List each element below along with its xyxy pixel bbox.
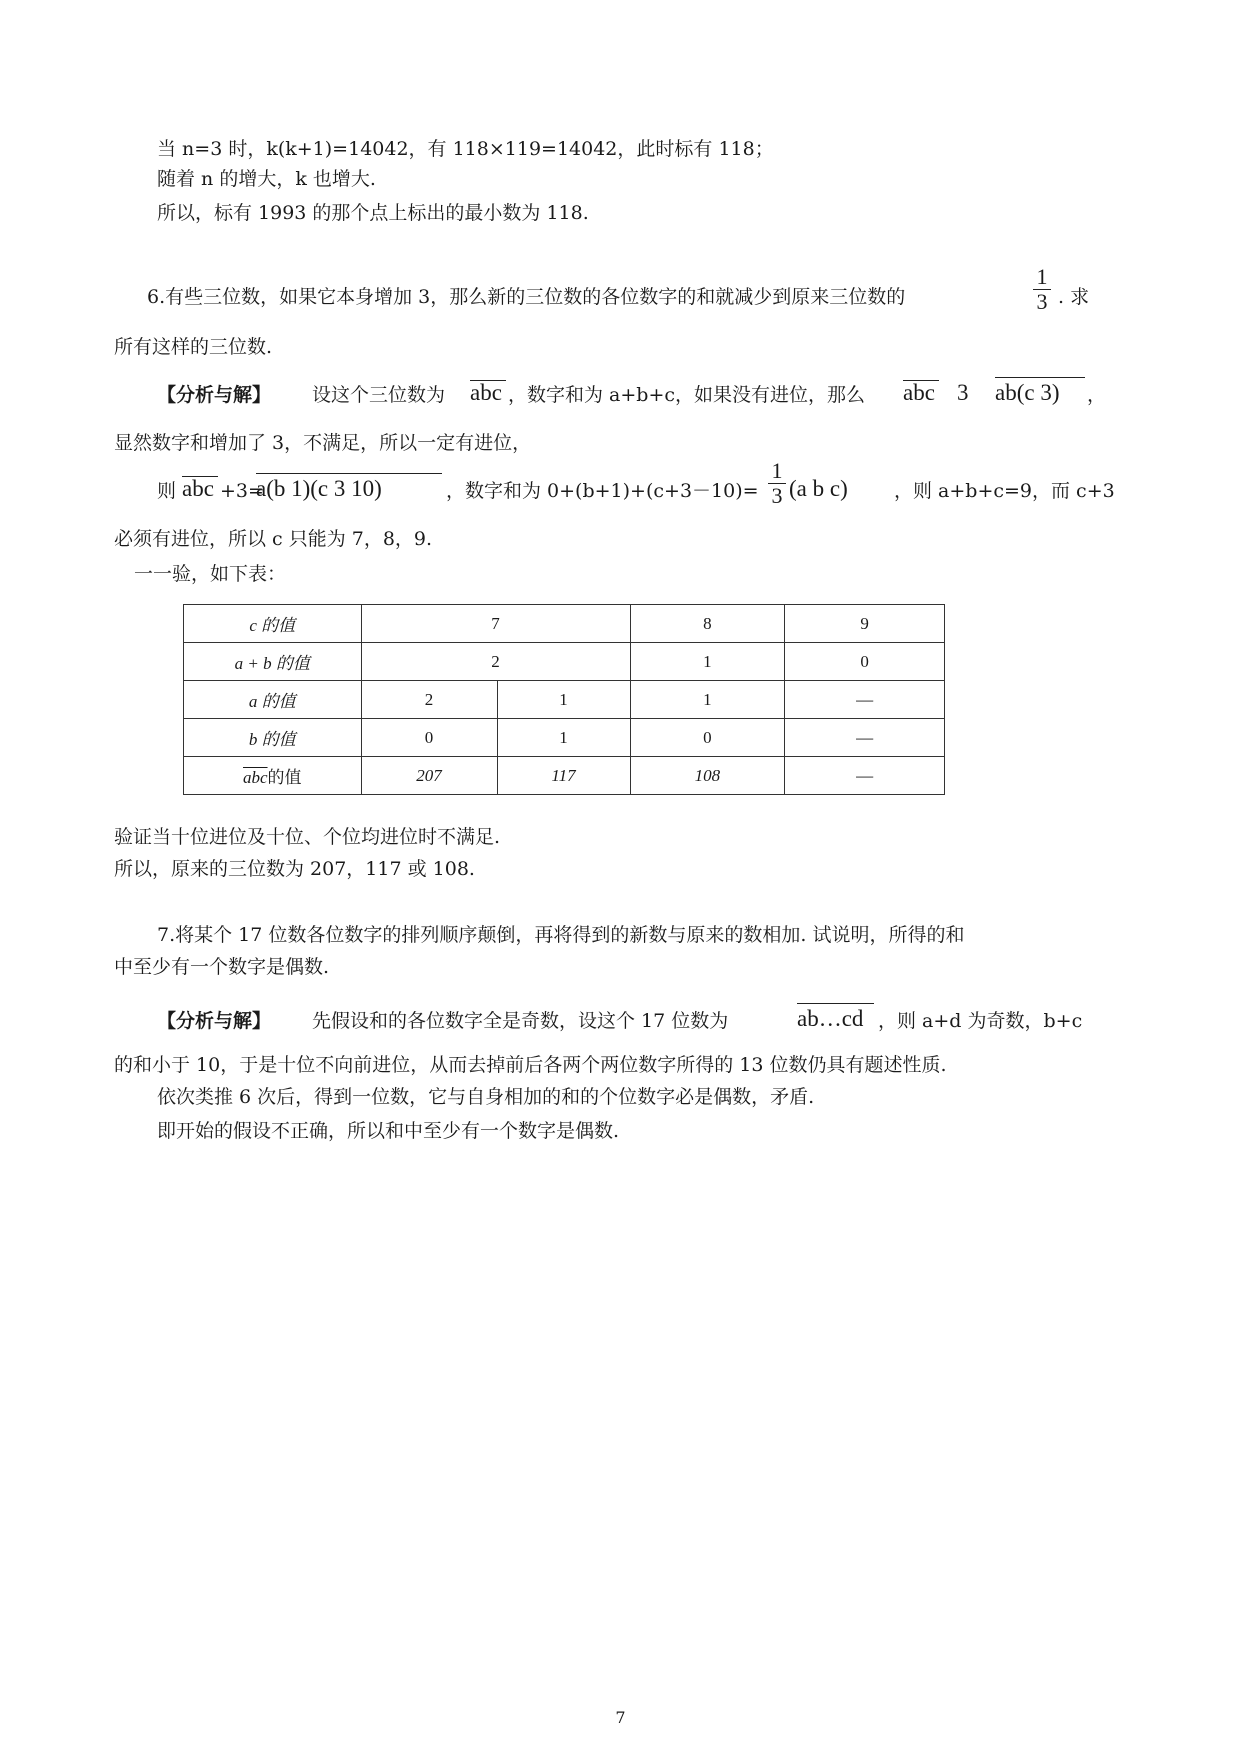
overline-bar [995, 377, 1085, 378]
table-cell: 117 [497, 757, 630, 795]
table-cell: 1 [630, 681, 785, 719]
text-line: 随着 n 的增大，k 也增大. [157, 168, 376, 190]
analysis-text: 一一验，如下表： [134, 563, 287, 585]
analysis-label: 【分析与解】 [157, 1010, 272, 1032]
table-row-label: b 的值 [184, 719, 362, 757]
table-row [184, 681, 945, 719]
table-cell: 2 [361, 681, 497, 719]
table-cell: 207 [361, 757, 497, 795]
overline-bar [797, 1003, 874, 1004]
table-row [184, 719, 945, 757]
table-row [184, 757, 945, 795]
table-row-label [184, 757, 362, 795]
overline-abc: $\overline{abc}$ [243, 768, 268, 787]
problem-number: 6. [147, 286, 166, 308]
analysis-text: 的和小于 10，于是十位不向前进位，从而去掉前后各两个两位数字所得的 13 位数仍具有题述性质. [114, 1054, 947, 1076]
table-row [184, 605, 945, 643]
table-cell: 108 [630, 757, 785, 795]
math-expression: 3 [957, 380, 969, 405]
analysis-text: ，则 a+d 为奇数，b+c [878, 1010, 1083, 1032]
table-row-label: c 的值 [184, 605, 362, 643]
table-cell: — [785, 681, 945, 719]
fraction-numerator: 1 [768, 460, 786, 484]
analysis-text: 依次类推 6 次后，得到一位数，它与自身相加的和的个位数字必是偶数，矛盾. [157, 1086, 815, 1108]
math-expression: ab(c 3) [995, 380, 1060, 405]
overline-abc: abc [470, 380, 502, 405]
fraction-one-third [768, 460, 786, 507]
fraction-denominator: 3 [1036, 289, 1048, 314]
fraction-one-third [1033, 266, 1051, 313]
statement-text: . 求 [1058, 286, 1090, 308]
table-cell: 0 [630, 719, 785, 757]
table-row [184, 643, 945, 681]
analysis-text: 必须有进位，所以 c 只能为 7，8，9. [114, 528, 433, 550]
statement-text: 有些三位数，如果它本身增加 3，那么新的三位数的各位数字的和就减少到原来三位数的 [165, 286, 906, 308]
overline-bar [256, 473, 442, 474]
table-row-label: a + b 的值 [184, 643, 362, 681]
analysis-text: +3= [220, 480, 264, 502]
analysis-label: 【分析与解】 [157, 384, 272, 406]
analysis-text: 显然数字和增加了 3，不满足，所以一定有进位， [114, 432, 532, 454]
analysis-text: 设这个三位数为 [312, 384, 446, 406]
row-label-text: 的值 [267, 768, 302, 787]
math-expression: (a b c) [789, 476, 848, 501]
overline-bar [903, 380, 939, 381]
table-cell: 1 [630, 643, 785, 681]
statement-text: 将某个 17 位数各位数字的排列顺序颠倒，再将得到的新数与原来的数相加. 试说明，所得的和 [175, 924, 965, 946]
analysis-text: ，则 a+b+c=9，而 c+3 [894, 480, 1115, 502]
analysis-text: ，数字和为 a+b+c，如果没有进位，那么 [508, 384, 866, 406]
table-cell: 0 [361, 719, 497, 757]
analysis-text: 所以，原来的三位数为 207，117 或 108. [114, 858, 475, 880]
problem-6-statement [147, 284, 905, 310]
fraction-numerator: 1 [1033, 266, 1051, 290]
math-expression: abc [903, 380, 935, 405]
text-line: 所以，标有 1993 的那个点上标出的最小数为 118. [157, 202, 589, 224]
analysis-text: ，数字和为 0+(b+1)+(c+3－10)= [446, 480, 759, 502]
fraction-denominator: 3 [771, 483, 783, 508]
text-line: 当 n=3 时，k(k+1)=14042，有 118×119=14042，此时标有 118； [157, 138, 774, 160]
page-number: 7 [615, 1708, 626, 1727]
analysis-text: 则 [157, 480, 177, 502]
values-table [183, 604, 945, 795]
statement-text: 中至少有一个数字是偶数. [114, 956, 330, 978]
table-cell: — [785, 757, 945, 795]
overline-bar [182, 476, 218, 477]
table-row-label: a 的值 [184, 681, 362, 719]
analysis-text: 先假设和的各位数字全是奇数，设这个 17 位数为 [312, 1010, 729, 1032]
table-cell: 0 [785, 643, 945, 681]
analysis-text: 即开始的假设不正确，所以和中至少有一个数字是偶数. [157, 1120, 620, 1142]
overline-bar [470, 380, 506, 381]
table-cell: 8 [630, 605, 785, 643]
table-cell: 2 [361, 643, 630, 681]
math-expression: a(b 1)(c 3 10) [256, 476, 382, 501]
table-cell: — [785, 719, 945, 757]
analysis-text: 验证当十位进位及十位、个位均进位时不满足. [114, 826, 501, 848]
math-expression: ab…cd [797, 1006, 864, 1031]
table-cell: 1 [497, 681, 630, 719]
problem-number: 7. [157, 924, 176, 946]
analysis-text: ， [1087, 384, 1107, 406]
problem-7-statement [157, 922, 964, 948]
table-cell: 9 [785, 605, 945, 643]
table-cell: 1 [497, 719, 630, 757]
overline-abc: abc [182, 476, 214, 501]
table-cell: 7 [361, 605, 630, 643]
statement-text: 所有这样的三位数. [114, 336, 273, 358]
